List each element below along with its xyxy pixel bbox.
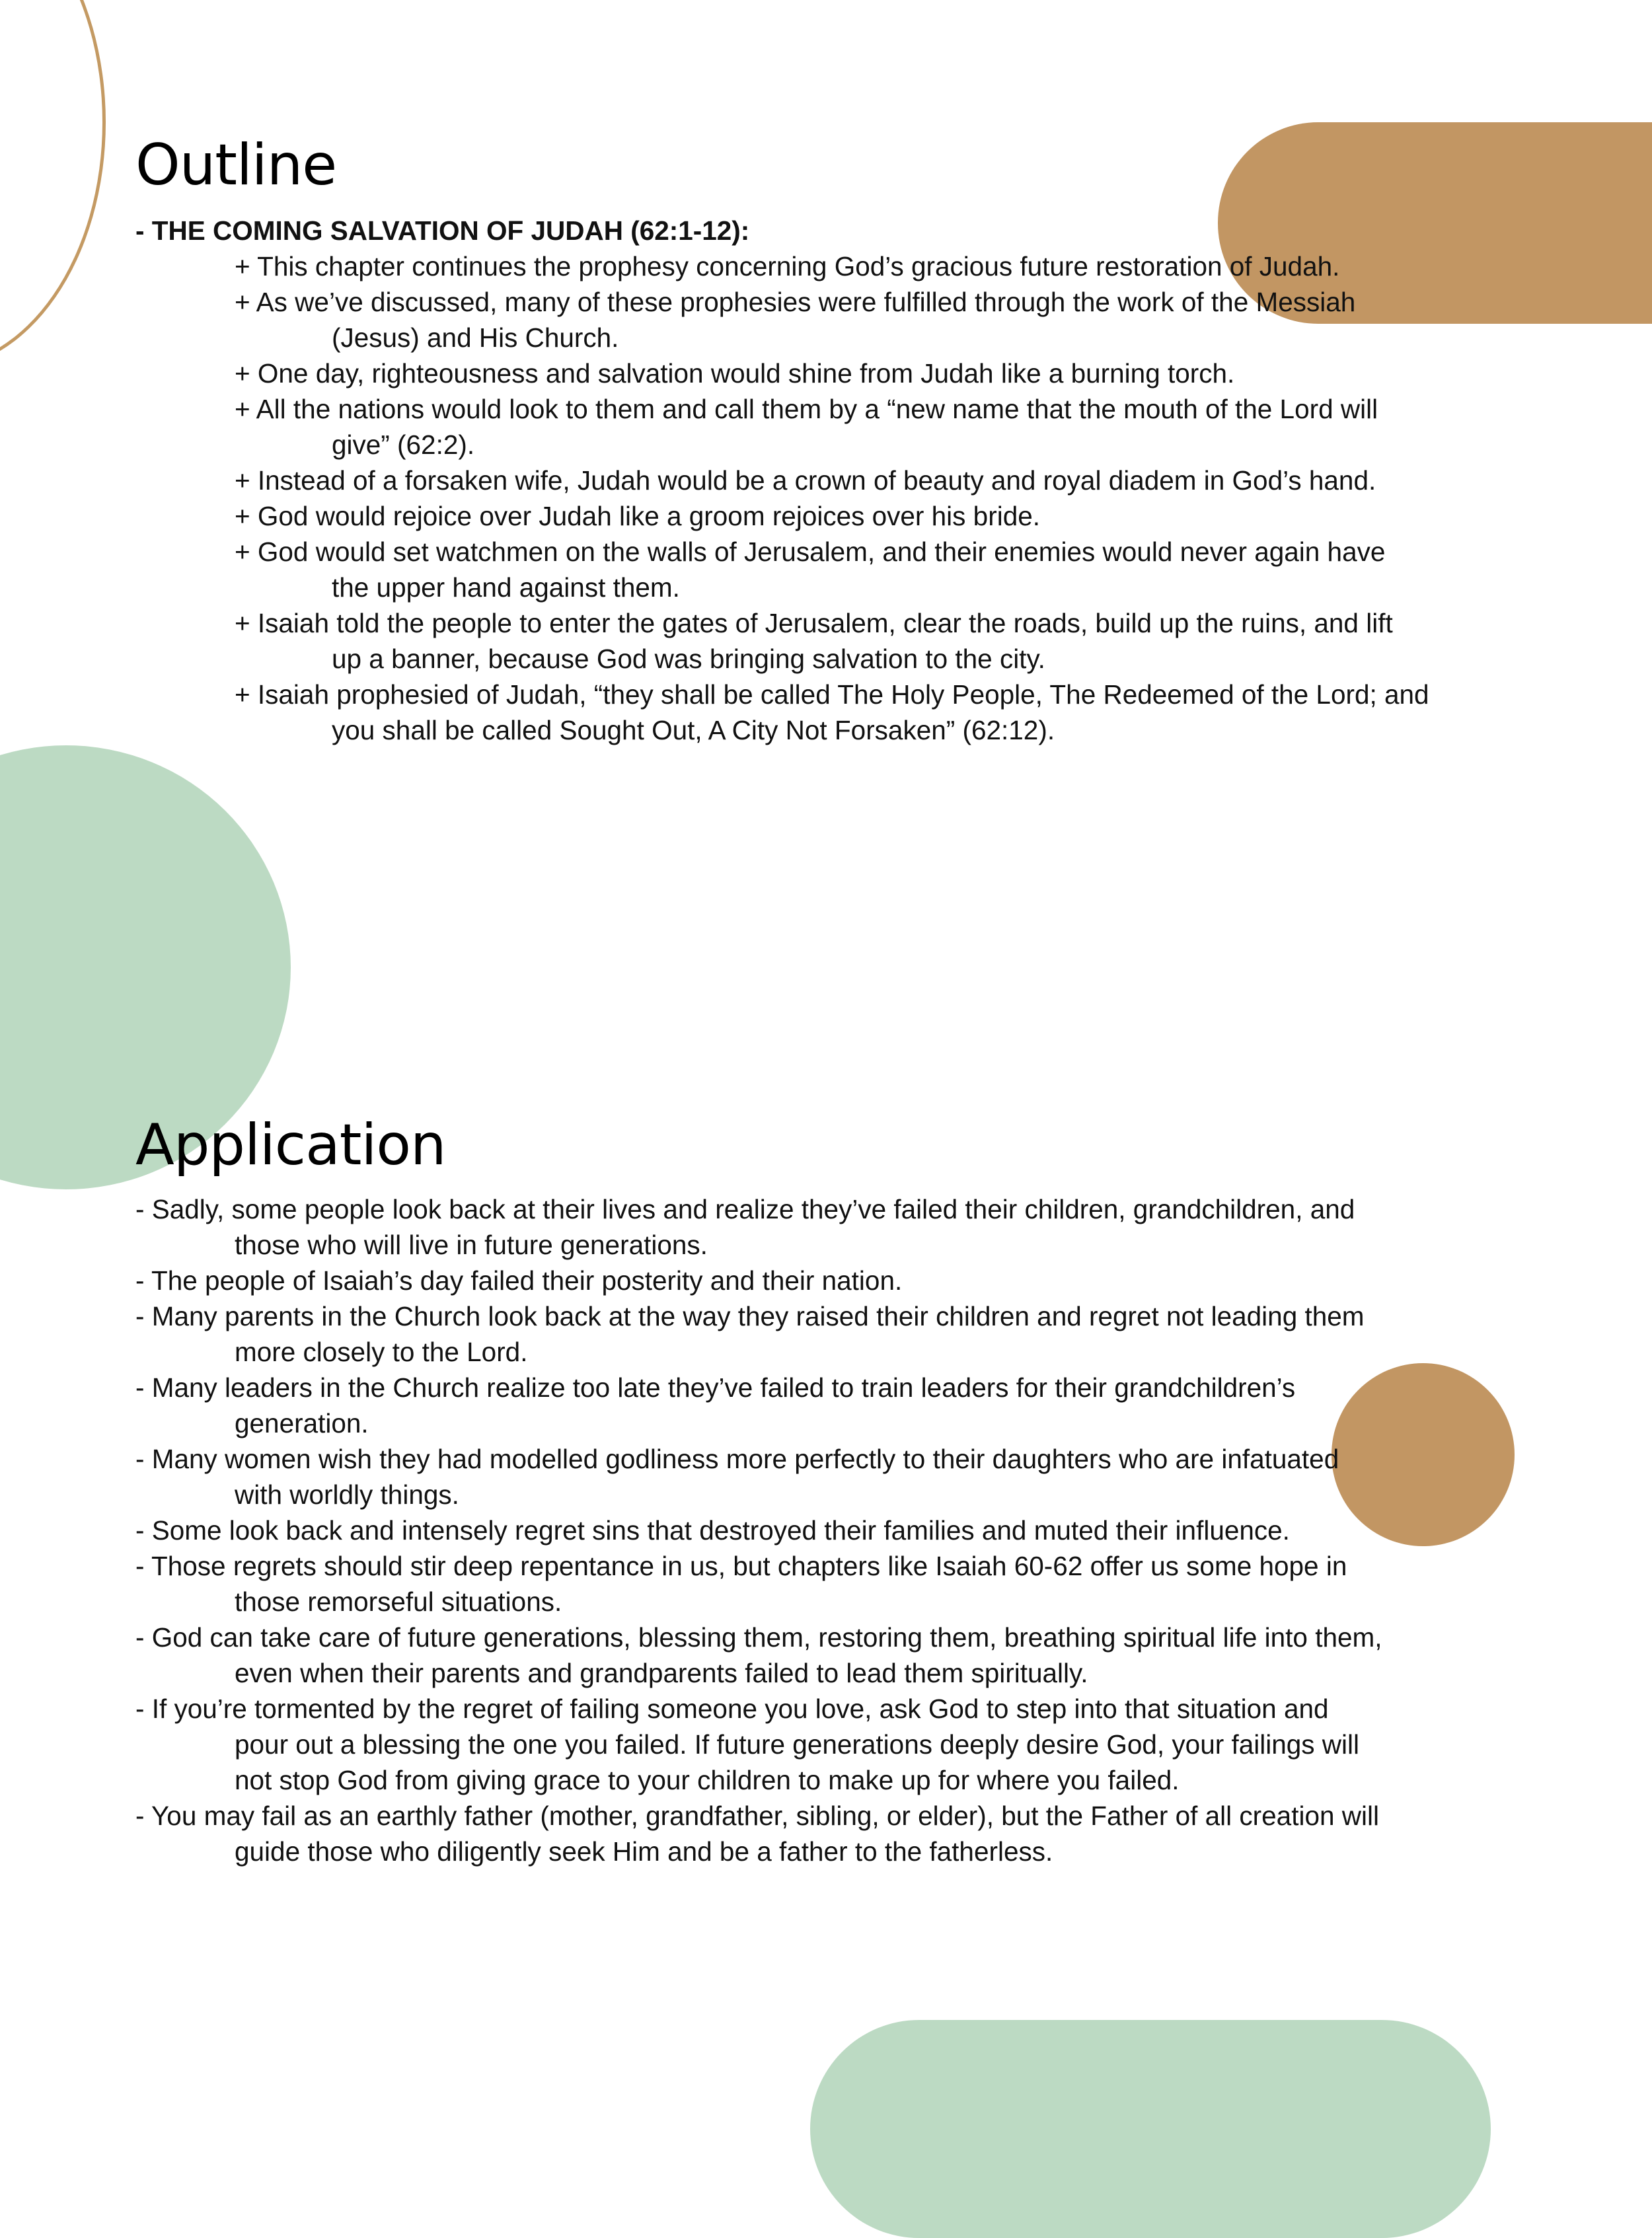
outline-point-continuation: the upper hand against them. [332,572,680,603]
outline-points-list [135,248,1550,748]
outline-point [135,284,1550,355]
application-point-continuation: more closely to the Lord. [235,1337,528,1367]
outline-section [135,213,1550,748]
application-point [135,1263,1550,1298]
application-point-text: - Some look back and intensely regret sins that destroyed their families and muted their influence. [135,1515,1290,1546]
decorative-pill-bottom [810,2020,1491,2238]
outline-point-text: + Instead of a forsaken wife, Judah would be a crown of beauty and royal diadem in God’s hand. [235,465,1376,496]
outline-point [135,498,1550,534]
application-point [135,1191,1550,1263]
outline-point-text: + God would rejoice over Judah like a groom rejoices over his bride. [235,501,1040,531]
outline-point-continuation: you shall be called Sought Out, A City Not Forsaken” (62:12). [332,715,1055,745]
application-point-continuation: pour out a blessing the one you failed. If future generations deeply desire God, your failings will [235,1729,1360,1760]
application-heading: Application [135,1112,446,1178]
outline-point [135,605,1550,677]
outline-point-text: + One day, righteousness and salvation would shine from Judah like a burning torch. [235,358,1235,389]
application-point-text: - God can take care of future generations, blessing them, restoring them, breathing spiritual life into them, [135,1622,1382,1653]
outline-point-continuation: up a banner, because God was bringing salvation to the city. [332,644,1045,674]
application-point [135,1798,1550,1869]
application-point-text: - You may fail as an earthly father (mother, grandfather, sibling, or elder), but the Father of all creation will [135,1801,1379,1831]
outline-point-text: + God would set watchmen on the walls of Jerusalem, and their enemies would never again have [235,537,1386,567]
outline-point-text: + Isaiah prophesied of Judah, “they shall be called The Holy People, The Redeemed of the Lord; and [235,679,1429,710]
application-point-text: - Those regrets should stir deep repentance in us, but chapters like Isaiah 60-62 offer us some hope in [135,1551,1347,1581]
decorative-ring-top-left [0,0,106,370]
application-section [135,1191,1550,1869]
outline-point-continuation: (Jesus) and His Church. [332,322,619,353]
application-point-text: - Sadly, some people look back at their lives and realize they’ve failed their children, grandchildren, and [135,1194,1355,1224]
application-point-continuation: those who will live in future generations. [235,1230,708,1260]
application-point-text: - If you’re tormented by the regret of failing someone you love, ask God to step into that situation and [135,1694,1329,1724]
outline-point [135,391,1550,463]
application-point-text: - Many parents in the Church look back at the way they raised their children and regret not leading them [135,1301,1365,1331]
outline-point [135,355,1550,391]
application-point [135,1298,1550,1370]
application-point [135,1370,1550,1441]
application-point-continuation: generation. [235,1408,369,1438]
application-point-continuation: those remorseful situations. [235,1586,562,1617]
outline-point-text: + All the nations would look to them and call them by a “new name that the mouth of the Lord will [235,394,1378,424]
outline-heading: Outline [135,132,337,198]
application-point [135,1620,1550,1691]
application-point [135,1548,1550,1620]
outline-point-text: + This chapter continues the prophesy concerning God’s gracious future restoration of Judah. [235,251,1340,281]
application-point-continuation: with worldly things. [235,1479,459,1510]
outline-point [135,463,1550,498]
application-point [135,1691,1550,1798]
outline-point [135,534,1550,605]
application-points-list [135,1191,1550,1869]
outline-point [135,677,1550,748]
application-point [135,1441,1550,1512]
application-point-continuation: guide those who diligently seek Him and be a father to the fatherless. [235,1836,1053,1867]
application-point-text: - Many women wish they had modelled godliness more perfectly to their daughters who are infatuated [135,1444,1339,1474]
application-point-continuation: even when their parents and grandparents failed to lead them spiritually. [235,1658,1088,1688]
outline-point-text: + Isaiah told the people to enter the gates of Jerusalem, clear the roads, build up the ruins, and lift [235,608,1393,638]
application-point-text: - The people of Isaiah’s day failed their posterity and their nation. [135,1265,903,1296]
outline-point [135,248,1550,284]
application-point-text: - Many leaders in the Church realize too late they’ve failed to train leaders for their grandchildren’s [135,1372,1296,1403]
outline-point-text: + As we’ve discussed, many of these prophesies were fulfilled through the work of the Messiah [235,287,1356,317]
application-point [135,1512,1550,1548]
application-point-continuation: not stop God from giving grace to your children to make up for where you failed. [235,1765,1180,1795]
outline-point-continuation: give” (62:2). [332,429,475,460]
outline-section-title: - THE COMING SALVATION OF JUDAH (62:1-12): [135,215,750,246]
